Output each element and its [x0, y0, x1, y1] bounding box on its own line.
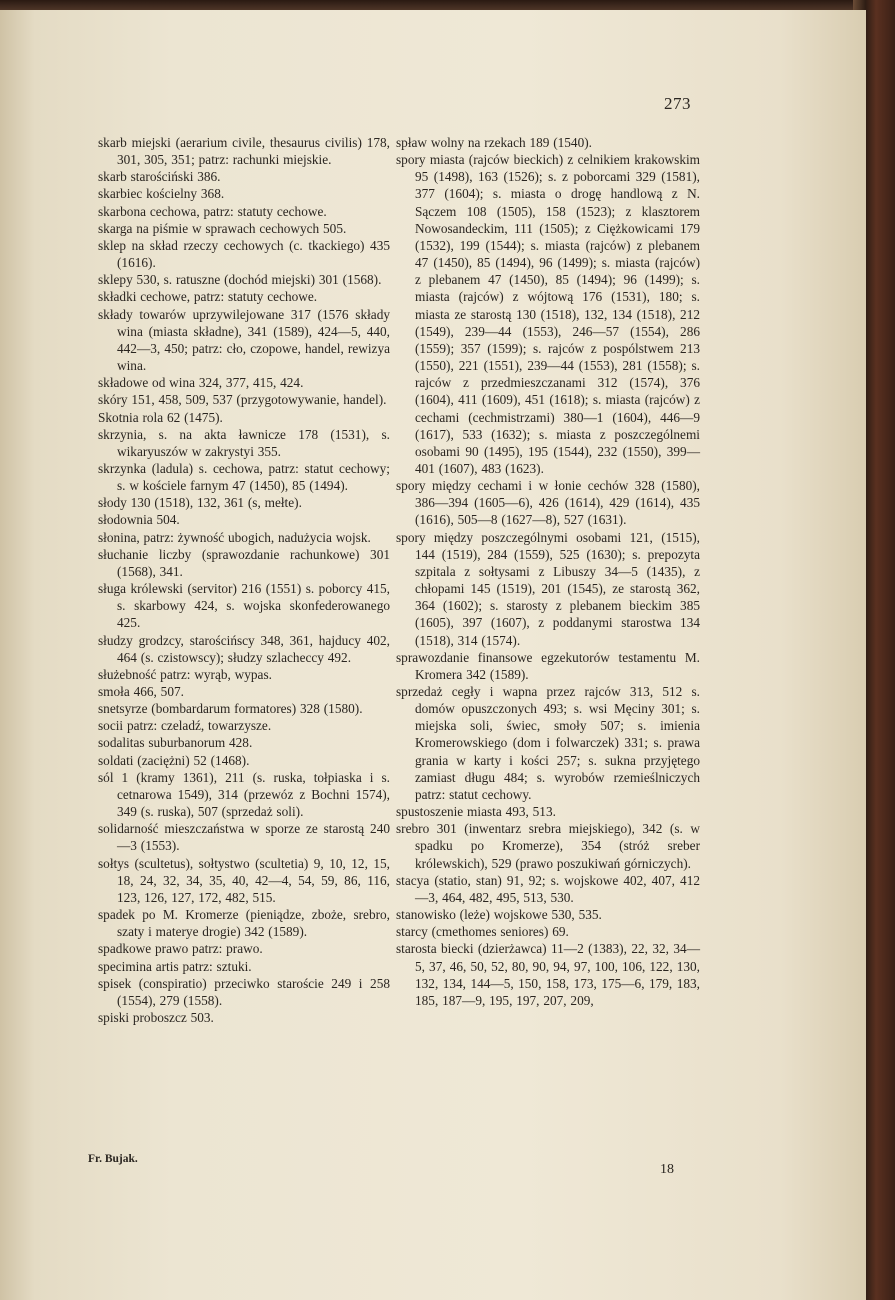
- index-entry: skrzynia, s. na akta ławnicze 178 (1531), s. wikaryuszów w zakrystyi 355.: [98, 426, 390, 459]
- index-entry: Skotnia rola 62 (1475).: [98, 409, 223, 425]
- index-entry: spiski proboszcz 503.: [98, 1009, 214, 1025]
- index-entry: słonina, patrz: żywność ubogich, nadużycia wojsk.: [98, 529, 371, 545]
- index-entry: sklep na skład rzeczy cechowych (c. tkackiego) 435 (1616).: [98, 237, 390, 271]
- index-entry: spory miasta (rajców bieckich) z celnikiem krakowskim 95 (1498), 163 (1526); s. z poborcami 329 (1581), 377 (1604); s. miasta o drogę handlową z N. Sączem 108 (1505), 158 (1523); z klasztorem Nowosandeckim, 111 (1505); z Ciężkowicami 179 (1532), 199 (1544); s. miasta (rajców) z plebanem 47 (1450), 85 (1494), 96 (1499); s. miasta (rajców) z plebanem 47 (1450), 85 (1494); 96 (1499); s. miasta (rajców) z wójtową 176 (1531), 180; s. miasta ze starostą 130 (1518), 132, 134 (1518), 212 (1549), 239—44 (1553), 246—57 (1554), 286 (1559); 357 (1599); s. rajców z pospólstwem 213 (1550), 221 (1551), 239—44 (1553), 281 (1558); s. rajców z przedmieszczanami 312 (1574), 376 (1604), 411 (1609), 451 (1618); s. miasta (rajców) z cechami (cechmistrzami) 380—1 (1604), 446—9 (1617), 533 (1632); s. miasta z poszczególnemi osobami 90 (1495), 195 (1544), 232 (1550), 399—401 (1607), 483 (1623).: [396, 152, 700, 476]
- index-entry: stacya (statio, stan) 91, 92; s. wojskowe 402, 407, 412—3, 464, 482, 495, 513, 530.: [396, 872, 700, 905]
- index-entry: smoła 466, 507.: [98, 684, 184, 699]
- index-entry: spory między poszczególnymi osobami 121, (1515), 144 (1519), 284 (1559), 525 (1630); s. prepozyta szpitala z sołtysami z Libuszy 34—5 (1435), z chłopami 145 (1519), 201 (1545), ze starostą 362, 364 (1602); s. starosty z plebanem bieckim 385 (1605), 397 (1607), z poddanymi starostwa 134 (1518), 314 (1574).: [396, 529, 700, 648]
- index-entry: spustoszenie miasta 493, 513.: [396, 804, 556, 820]
- book-page: [0, 10, 866, 1300]
- index-entry: skarb miejski (aerarium civile, thesaurus civilis) 178, 301, 305, 351; patrz: rachunki miejskie.: [98, 135, 390, 168]
- index-entry: spadek po M. Kromerze (pieniądze, zboże, srebro, szaty i materye drogie) 342 (1589).: [98, 907, 390, 940]
- index-entry: skarbiec kościelny 368.: [98, 186, 225, 202]
- index-entry: spory między cechami i w łonie cechów 328 (1580), 386—394 (1605—6), 426 (1614), 429 (1614), 435 (1616), 505—8 (1627—8), 527 (1631).: [396, 478, 700, 528]
- sheet-number: 18: [660, 1162, 674, 1177]
- index-entry: spław wolny na rzekach 189 (1540).: [396, 135, 592, 150]
- index-entry: słody 130 (1518), 132, 361 (s, mełte).: [98, 495, 302, 511]
- index-entry: solidarność mieszczaństwa w sporze ze starostą 240—3 (1553).: [98, 821, 390, 854]
- index-entry: starosta biecki (dzierżawca) 11—2 (1383), 22, 32, 34—5, 37, 46, 50, 52, 80, 90, 94, 97, 100, 106, 122, 130, 132, 134, 144—5, 150, 158, 173, 175—6, 179, 183, 185, 187—9, 195, 197, 207, 209,: [396, 941, 700, 1008]
- index-entry: sługa królewski (servitor) 216 (1551) s. poborcy 415, s. skarbowy 424, s. wojska skonfederowanego 425.: [98, 581, 390, 631]
- index-entry: sprzedaż cegły i wapna przez rajców 313, 512 s. domów opuszczonych 493; s. wsi Męciny 301; s. miejska soli, świec, smoły 507; s. imienia Kromerowskiego (dom i folwarczek) 331; s. prawa grania w karty i kości 257; s. sukna przyjętego zamiast długu 484; s. wyrobów rzemieślniczych patrz: statut cechowy.: [396, 684, 700, 802]
- index-entry: słuchanie liczby (sprawozdanie rachunkowe) 301 (1568), 341.: [98, 546, 390, 579]
- index-entry: słodownia 504.: [98, 512, 180, 528]
- index-entry: soldati (zaciężni) 52 (1468).: [98, 752, 250, 768]
- index-entry: stanowisko (leże) wojskowe 530, 535.: [396, 907, 602, 923]
- index-entry: sklepy 530, s. ratuszne (dochód miejski) 301 (1568).: [98, 272, 382, 288]
- index-column-left: [98, 134, 390, 1026]
- signature-text: Fr. Bujak.: [88, 1153, 138, 1165]
- index-entry: sprawozdanie finansowe egzekutorów testamentu M. Kromera 342 (1589).: [396, 649, 700, 682]
- index-column-right: [396, 134, 700, 1009]
- index-entry: specimina artis patrz: sztuki.: [98, 958, 252, 974]
- index-entry: socii patrz: czeladź, towarzysze.: [98, 718, 272, 734]
- index-entry: skarb starościński 386.: [98, 169, 221, 185]
- index-entry: spisek (conspiratio) przeciwko staroście 249 i 258 (1554), 279 (1558).: [98, 975, 390, 1008]
- index-entry: sodalitas suburbanorum 428.: [98, 735, 253, 751]
- index-entry: skóry 151, 458, 509, 537 (przygotowywanie, handel).: [98, 392, 387, 408]
- index-entry: sołtys (scultetus), sołtystwo (scultetia) 9, 10, 12, 15, 18, 24, 32, 34, 35, 40, 42—4, 54, 59, 86, 116, 123, 126, 127, 172, 482, 515.: [98, 855, 390, 905]
- index-entry: skarga na piśmie w sprawach cechowych 505.: [98, 220, 347, 236]
- index-entry: słudzy grodzcy, starościńscy 348, 361, hajducy 402, 464 (s. czistowscy); słudzy szlacheccy 492.: [98, 632, 390, 665]
- index-entry: służebność patrz: wyrąb, wypas.: [98, 666, 272, 682]
- index-entry: skrzynka (ladula) s. cechowa, patrz: statut cechowy; s. w kościele farnym 47 (1450), 85 (1494).: [98, 460, 390, 494]
- index-entry: starcy (cmethomes seniores) 69.: [396, 924, 569, 940]
- index-entry: spadkowe prawo patrz: prawo.: [98, 941, 263, 957]
- index-entry: składowe od wina 324, 377, 415, 424.: [98, 375, 304, 391]
- page-number: 273: [664, 94, 691, 113]
- author-signature: [88, 1153, 138, 1165]
- index-entry: snetsyrze (bombardarum formatores) 328 (1580).: [98, 701, 363, 717]
- index-entry: sól 1 (kramy 1361), 211 (s. ruska, tołpiaska i s. cetnarowa 1549), 314 (przewóz z Bochni 1574), 349 (s. ruska), 507 (sprzedaż soli).: [98, 769, 390, 820]
- index-entry: skarbona cechowa, patrz: statuty cechowe.: [98, 203, 327, 219]
- index-entry: srebro 301 (inwentarz srebra miejskiego), 342 (s. w spadku po Kromerze), 354 (stróż sreber królewskich), 529 (prawo poszukiwań górniczych).: [396, 821, 700, 871]
- index-entry: składy towarów uprzywilejowane 317 (1576 składy wina (miasta składne), 341 (1589), 424—5, 440, 442—3, 450; patrz: cło, czopowe, handel, rewizya wina.: [98, 306, 390, 374]
- index-entry: składki cechowe, patrz: statuty cechowe.: [98, 289, 318, 305]
